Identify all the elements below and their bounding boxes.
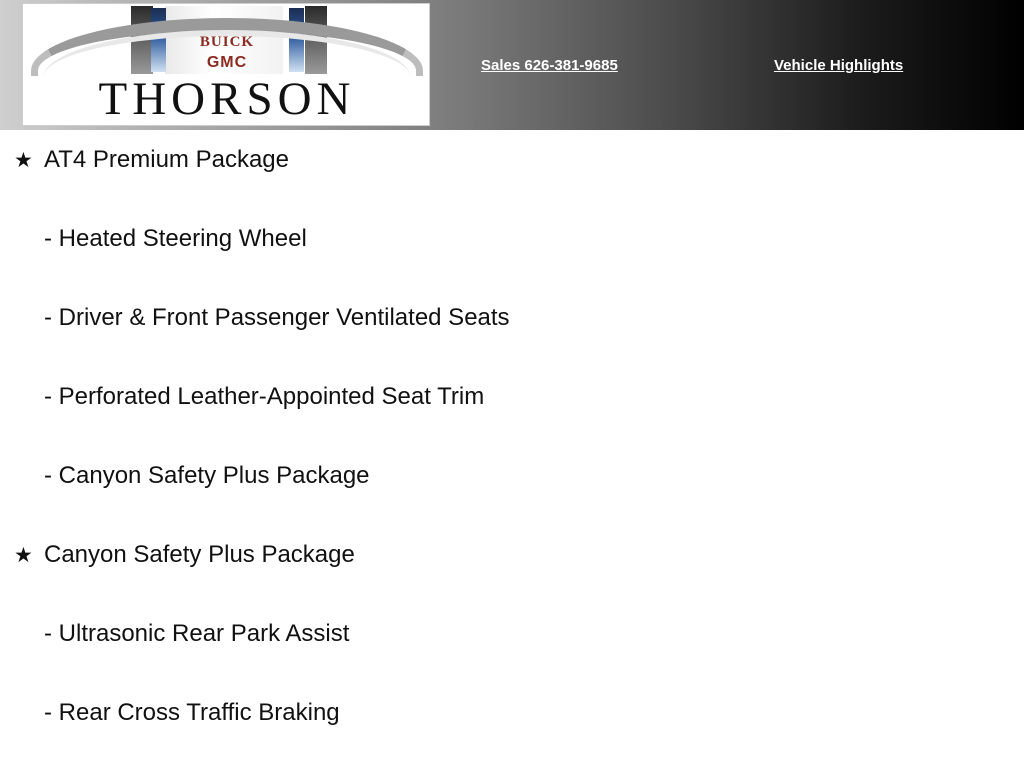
star-icon: ★ [14, 544, 33, 567]
list-item: - Perforated Leather-Appointed Seat Trim [44, 383, 485, 410]
list-item: - Rear Cross Traffic Braking [44, 699, 340, 726]
feature-group [0, 541, 1024, 768]
brand-buick-label: BUICK [199, 34, 255, 50]
dealer-name-label: THORSON [98, 73, 356, 125]
dealer-logo[interactable] [22, 3, 430, 126]
feature-group-title: AT4 Premium Package [44, 146, 289, 173]
list-item: - Heated Steering Wheel [44, 225, 307, 252]
list-item: - Ultrasonic Rear Park Assist [44, 620, 350, 647]
vehicle-highlights-content [0, 130, 1024, 768]
feature-group-title: Canyon Safety Plus Package [44, 541, 355, 568]
list-item: - Canyon Safety Plus Package [44, 462, 370, 489]
feature-group-heading [0, 541, 1024, 620]
feature-group-heading [0, 146, 1024, 225]
list-item: - Driver & Front Passenger Ventilated Seats [44, 304, 510, 331]
site-header [0, 0, 1024, 130]
star-icon: ★ [14, 149, 33, 172]
feature-group [0, 146, 1024, 541]
sales-phone-link[interactable]: Sales 626-381-9685 [481, 57, 618, 74]
vehicle-highlights-link[interactable]: Vehicle Highlights [774, 57, 904, 74]
brand-gmc-label: GMC [206, 54, 248, 71]
